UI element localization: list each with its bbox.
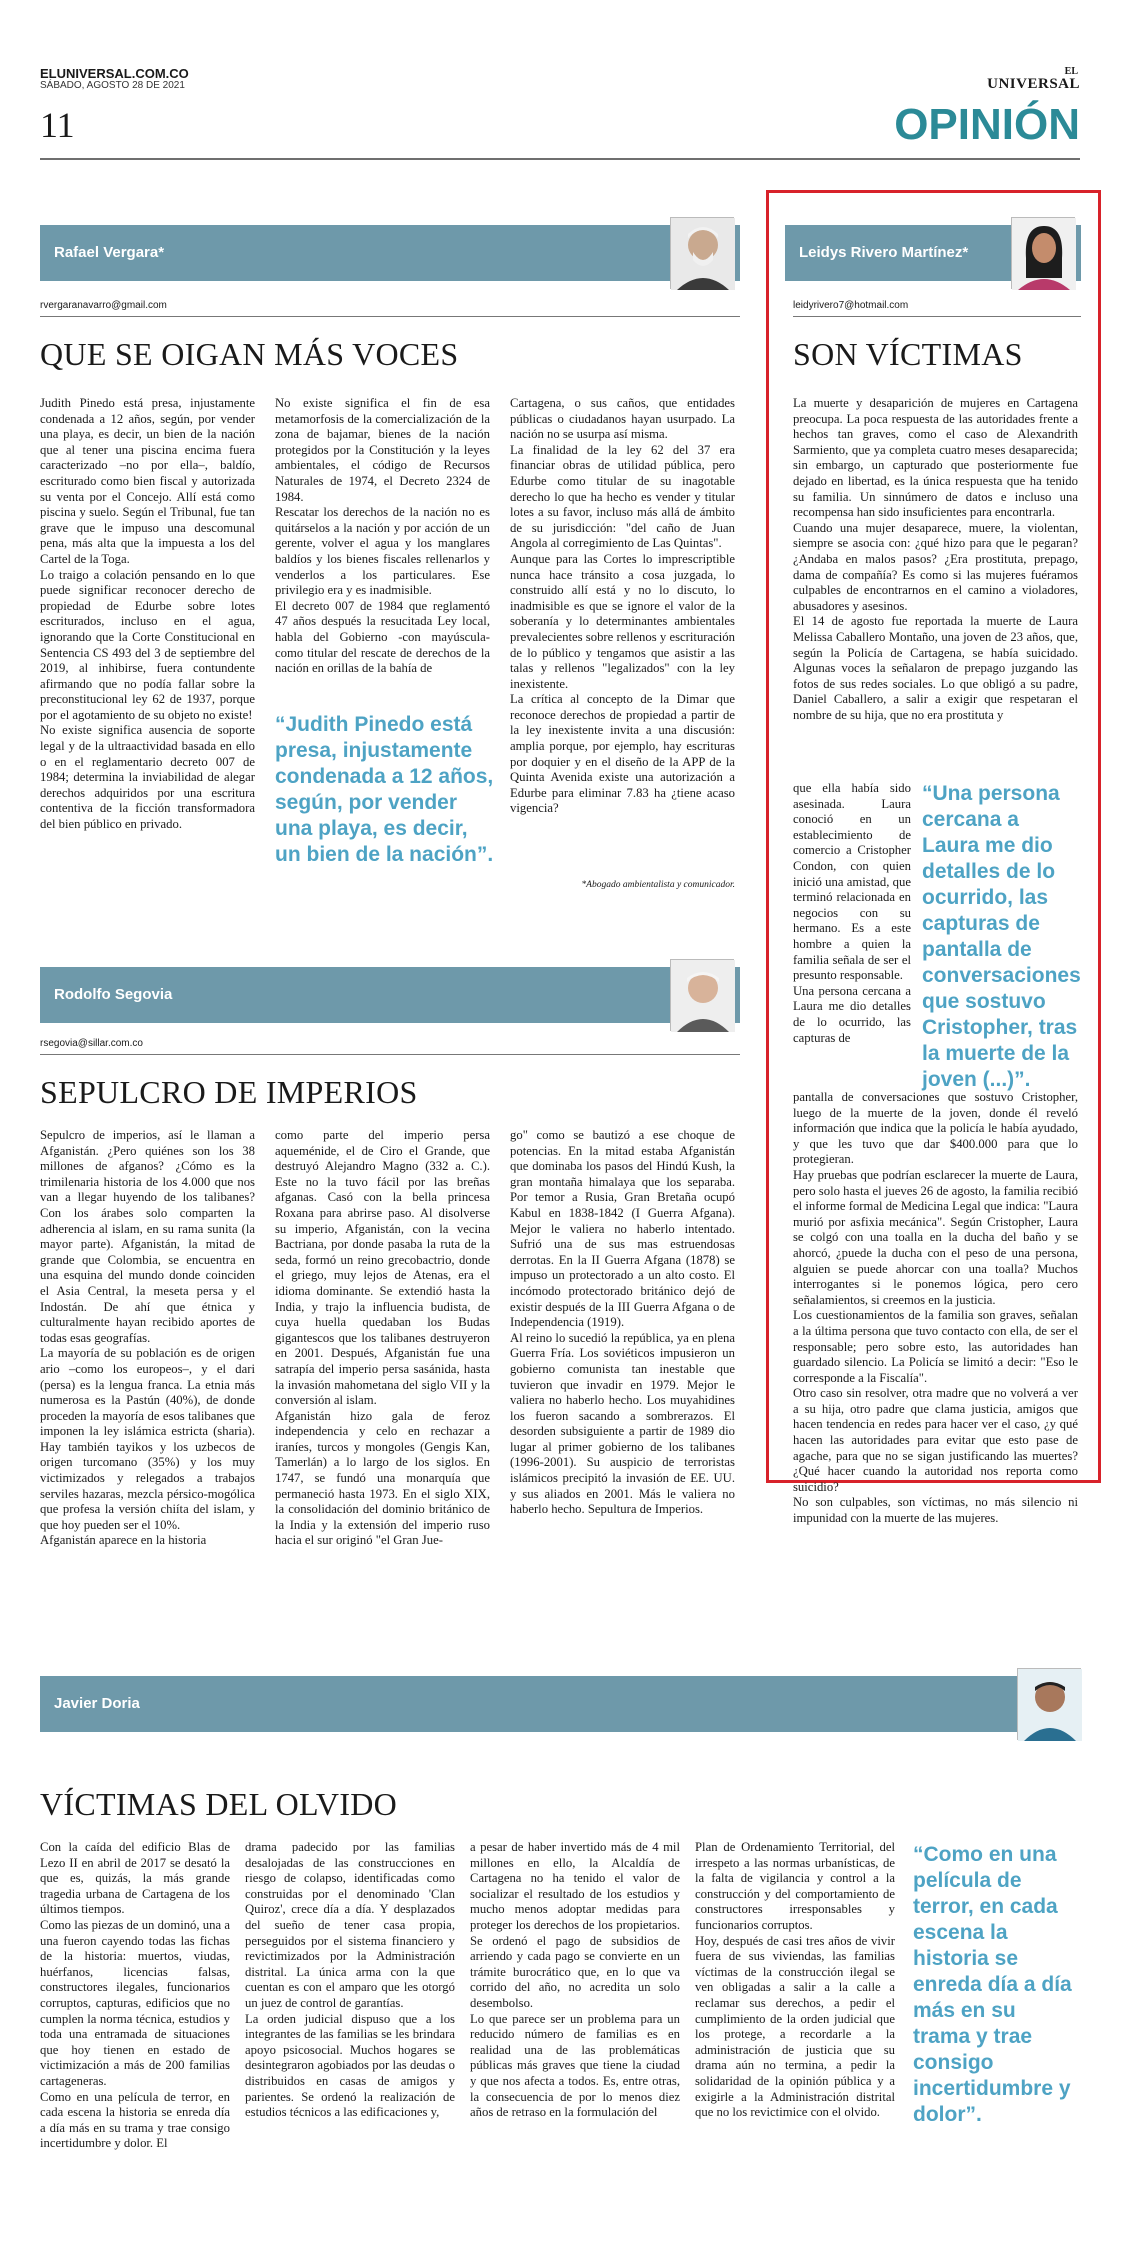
divider	[40, 1054, 740, 1055]
article-headline: VÍCTIMAS DEL OLVIDO	[40, 1786, 398, 1822]
article-column: Sepulcro de imperios, así le llaman a Afganistán. ¿Pero quiénes son los 38 millones de afganos? ¿Cómo es la trimilenaria historia de los 4.000 que nos van a llegar huyendo de los talibanes? Con los árabes solo comparten la adherencia al islam, en su rama sunita (la mayor parte). Afganistán, la mitad de grande que Colombia, se encuentra en una esquina del mundo donde coinciden el Asia Central, la meseta persa y el Indostán. De ahí que étnica y culturalmente hayan recibido aportes de todas esas geografías. La mayoría de su población es de origen ario –como los europeos–, y el dari (persa) es la lengua franca. La etnia más numerosa es la Pastún (40%), de donde proceden la mayoría de esos talibanes que imponen la ley islámica estricta (sharia). Hay también tayikos y los uzbecos de origen turcomano (35%) y los muy victimizados y relegados a trabajos serviles hazaras, mezcla pérsico-mogólica que profesa la versión chiíta del islam, y que hoy pueden ser el 10%. Afganistán aparece en la historia	[40, 1128, 255, 1548]
author-bar	[40, 967, 740, 1023]
author-credit: *Abogado ambientalista y comunicador.	[581, 880, 735, 890]
article-column: La muerte y desaparición de mujeres en Cartagena preocupa. La poca respuesta de las autoridades frente a hechos tan graves, como el caso de Alexandrith Sarmiento, que ya completa cuatro meses desaparecida; sin embargo, un capturado que posteriormente fue dejado en libertad, es la única respuesta que ha tenido su familia. Un sinnúmero de datos e incluso una recompensa han sido insuficientes para encontrarla. Cuando una mujer desaparece, muere, la violentan, siempre se asocia con: ¿qué hizo para que le pegaran? ¿Andaba en malos pasos? ¿Era prostituta, prepago, dama de compañía? Es como si las mujeres fuéramos culpables de encontrarnos en el camino a violadores, abusadores y asesinos. El 14 de agosto fue reportada la muerte de Laura Melissa Caballero Montaño, una joven de 23 años, que, según la Policía de Cartagena, se había suicidado. Algunas voces la señalaron de prepago juzgando las fotos de sus redes sociales. Lo que obligó a su padre, Daniel Caballero, a salir a exigir que respetaran el nombre de su hija, que no era prostituta y	[793, 396, 1078, 722]
masthead	[40, 60, 1080, 160]
author-bar	[40, 1676, 1081, 1732]
pull-quote: “Como en una película de terror, en cada escena la historia se enreda día a día más en su trama y trae consigo incertidumbre y dolor”.	[913, 1843, 1072, 2126]
logo-el: EL	[1064, 66, 1078, 77]
article-column: Judith Pinedo está presa, injustamente condenada a 12 años, según, por vender una playa, es decir, un bien de la nación que al tener una piscina encima fuera caracterizado –no por ella–, baldío, escriturado como bien fiscal y autorizada su venta por el Concejo. Allí está como piscina y suelo. Según el Tribunal, fue tan grave que le impuso una descomunal pena, más alta que la impuesta a los del Cartel de la Toga. Lo traigo a colación pensando en lo que puede significar reconocer derecho de propiedad de Edurbe sobre lotes escriturados, incluso en el agua, ignorando que la Corte Constitucional en Sentencia CS 493 del 3 de septiembre del 2019, al inhibirse, fuera contundente afirmando que no podía fallar sobre la preconstitucional ley 62 de 1937, porque por el agotamiento de su objeto no existe! No existe significa ausencia de soporte legal y de la ultraactividad basada en ello o en el reglamentario decreto 007 de 1984; determina la inviabilidad de alegar derechos adquiridos por una escritura contentiva de la ficción transformadora del bien público en privado.	[40, 396, 255, 832]
divider	[40, 316, 740, 317]
article-headline: SON VÍCTIMAS	[793, 336, 1023, 372]
author-bar	[40, 225, 740, 281]
article-column: Cartagena, o sus caños, que entidades públicas o ciudadanos hayan usurpado. La nación no se usurpa así misma. La finalidad de la ley 62 del 37 era financiar obras de utilidad pública, pero Edurbe como titular de su inagotable derecho lo que ha hecho es vender y titular lotes a su favor, incluso más allá de ámbito de su jurisdicción: "del caño de Juan Angola al corregimiento de Las Quintas". Aunque para las Cortes lo imprescriptible nunca hace tránsito a cosa juzgada, lo construido allí está y no lo discuto, lo inadmisible es que se ignore el valor de la soberanía y lo determinantes ambientales prevalecientes sobre rellenos y escrituración de lo público y tengamos que asistir a las talas y rellenos "legalizados" con la ley inexistente. La crítica al concepto de la Dimar que reconoce derechos de propiedad a partir de la ley inexistente invita a una discusión: amplia porque, por ejemplo, hay escrituras por doquier y en el diseño de la APP de la Quinta Avenida existe una autorización a Edurbe para eliminar 7.83 ha ¿tiene acaso vigencia?	[510, 396, 735, 816]
article-headline: SEPULCRO DE IMPERIOS	[40, 1074, 418, 1110]
author-photo	[1017, 1668, 1081, 1740]
author-name: Rodolfo Segovia	[54, 986, 173, 1003]
article-column: drama padecido por las familias desalojadas de las construcciones en riesgo de colapso, identificadas como construidas por el denominado 'Clan Quiroz', crece día a día. Y desplazados del sueño de tener casa propia, perseguidos por el sistema financiero y revictimizados por la Administración distrital. La única arma con la que cuentan es con el amparo que les otorgó un juez de control de garantías. La orden judicial dispuso que a los integrantes de las familias se les brindara apoyo psicosocial. Muchos hogares se desintegraron agobiados por las deudas o distribuidos en casas de amigos y parientes. Se ordenó la realización de estudios técnicos a las edificaciones y,	[245, 1840, 455, 2120]
author-name: Rafael Vergara*	[54, 244, 165, 261]
author-email: rvergaranavarro@gmail.com	[40, 300, 167, 311]
author-name: Javier Doria	[54, 1695, 140, 1712]
author-photo	[1011, 217, 1075, 289]
article-column: pantalla de conversaciones que sostuvo Cristopher, luego de la muerte de la joven, donde él reveló información que indica que la policía le había ayudado, y que les tuvo que dar $400.000 para que lo protegieran. Hay pruebas que podrían esclarecer la muerte de Laura, pero solo hasta el jueves 26 de agosto, la familia recibió el informe formal de Medicina Legal que indica: "Laura murió por asfixia mecánica". Según Cristopher, Laura se colgó con una toalla en la ducha del baño y se ahorcó, ¿puede la ducha con el peso de una persona, alguien se puede ahorcar con una toalla? Muchos interrogantes si le ponemos lógica, pero cero señalamientos, si creemos en la justicia. Los cuestionamientos de la familia son graves, señalan a la última persona que tuvo contacto con ella, de ser el responsable; pero sobre esto, las autoridades han guardado silencio. La Policía se limitó a decir: "Eso le corresponde a la Fiscalía". Otro caso sin resolver, otra madre que no volverá a ver a su hija, otro padre que clama justicia, amigos que hacen tendencia en redes para hacer ver el caso, ¿y qué hacen las autoridades para evitar que esto pase de agache, para que no se sigan justificando las muertes? ¿Qué hacer cuando la autoridad nos reporta como suicidio? No son culpables, son víctimas, no más silencio ni impunidad con la muerte de las mujeres.	[793, 1090, 1078, 1526]
article-column: que ella había sido asesinada. Laura conoció en un establecimiento de comercio a Cristopher Condon, con quien inició una amistad, que terminó relacionada en negocios con su hermano. Es a este hombre a quien la familia señala de ser el presunto responsable. Una persona cercana a Laura me dio detalles de lo ocurrido, las capturas de	[793, 781, 911, 1045]
article-column: Plan de Ordenamiento Territorial, del irrespeto a las normas urbanísticas, de la falta de vigilancia y control a la construcción y del comportamiento de constructores irresponsables y funcionarios corruptos. Hoy, después de casi tres años de vivir fuera de sus viviendas, las familias víctimas de la construcción ilegal se ven obligadas a salir a la calle a reclamar sus derechos, a pedir el cumplimiento de la orden judicial que los protege, a recordarle a la administración de justicia que su drama aún no termina, a pedir la solidaridad de la opinión pública y a exigirle a la Administración distrital que no los revictimice con el olvido.	[695, 1840, 895, 2120]
issue-date: SÁBADO, AGOSTO 28 DE 2021	[40, 80, 185, 91]
pull-quote: “Una persona cercana a Laura me dio detalles de lo ocurrido, las capturas de pantalla de conversaciones que sostuvo Cristopher, tras la muerte de la joven (...)”.	[922, 782, 1081, 1091]
author-photo	[670, 959, 734, 1031]
pull-quote: “Judith Pinedo está presa, injustamente condenada a 12 años, según, por vender una playa, es decir, un bien de la nación”.	[275, 713, 494, 866]
author-photo	[670, 217, 734, 289]
article-column: Con la caída del edificio Blas de Lezo II en abril de 2017 se desató la que es, quizás, la más grande tragedia urbana de Cartagena de los últimos tiempos. Como las piezas de un dominó, una a una fueron cayendo todas las fichas de la historia: muertos, viudas, huérfanos, licencias falsas, constructores ilegales, funcionarios corruptos, capturas, edificios que no cumplen la norma técnica, estudios y toda una entramada de situaciones que hoy tienen en estado de victimización a más de 200 familias cartageneras. Como en una película de terror, en cada escena la historia se enreda día a día más en su trama y trae consigo incertidumbre y dolor. El	[40, 1840, 230, 2151]
author-email: leidyrivero7@hotmail.com	[793, 300, 909, 311]
article-headline: QUE SE OIGAN MÁS VOCES	[40, 336, 459, 372]
article-column: a pesar de haber invertido más de 4 mil millones en ello, la Alcaldía de Cartagena no ha tenido el valor de socializar el resultado de los estudios y mucho menos adoptar medidas para proteger los derechos de los propietarios. Se ordenó el pago de subsidios de arriendo y cada pago se convierte en un trámite burocrático que, en lo que va corrido del año, no acredita un solo desembolso. Lo que parece ser un problema para un reducido número de familias es en realidad una de las problemáticas públicas más graves que tiene la ciudad y que nos afecta a todos. Es, entre otras, la consecuencia de por lo menos diez años de retraso en la formulación del	[470, 1840, 680, 2120]
newspaper-logo: UNIVERSAL	[987, 76, 1080, 92]
page-number: 11	[40, 105, 75, 145]
author-bar	[785, 225, 1081, 281]
article-column: como parte del imperio persa aqueménide, el de Ciro el Grande, que destruyó Alejandro Magno (332 a. C.). Este no la tuvo fácil por las breñas afganas. Casó con la bella princesa Roxana para abrirse paso. Al disolverse su imperio, Afganistán, con la vecina Bactriana, por donde pasaba la ruta de la seda, formó un reino grecobactrio, donde el griego, muy lejos de Atenas, era el idioma dominante. Se extendió hasta la India, y trajo la influencia budista, de cuya huella quedaban los Budas gigantescos que los talibanes destruyeron en 2001. Después, Afganistán fue una satrapía del imperio persa sasánida, hasta la invasión mahometana del siglo VII y la conversión al islam. Afganistán hizo gala de feroz independencia y celo en rechazar a iraníes, turcos y mongoles (Gengis Kan, Tamerlán) a lo largo de los siglos. En 1747, se fundó una monarquía que permaneció hasta 1973. En el siglo XIX, la consolidación del dominio británico de la India y la extensión del imperio ruso hacia el sur originó "el Gran Jue-	[275, 1128, 490, 1548]
section-title: OPINIÓN	[894, 100, 1080, 149]
author-name: Leidys Rivero Martínez*	[799, 244, 969, 261]
article-column: No existe significa el fin de esa metamorfosis de la comercialización de la zona de bajamar, bienes de la nación protegidos por la Constitución y la leyes ambientales, el código de Recursos Naturales de 1974, el Decreto 2324 de 1984. Rescatar los derechos de la nación no es quitárselos a la nación y por acción de un gerente, volver el agua y los manglares baldíos y los bienes fiscales rellenarlos y venderlos a los particulares. Ese privilegio era y es inadmisible. El decreto 007 de 1984 que reglamentó 47 años después la resucitada Ley local, habla del Gobierno -con mayúscula- como titular del rescate de derechos de la nación en orillas de la bahía de	[275, 396, 490, 676]
author-email: rsegovia@sillar.com.co	[40, 1038, 143, 1049]
site-name: ELUNIVERSAL.COM.CO	[40, 66, 189, 81]
article-column: go" como se bautizó a ese choque de potencias. En la mitad estaba Afganistán que dominaba los pasos del Hindú Kush, la gran montaña himalaya que los separaba. Por temor a Rusia, Gran Bretaña ocupó Kabul en 1838-1842 (I Guerra Afgana). Mejor le valiera no haberlo intentado. Sufrió una de sus mas estruendosas derrotas. En la II Guerra Afgana (1878) se impuso un protectorado a un alto costo. El incómodo protectorado británico dejó de existir después de la III Guerra Afgana o de Independencia (1919). Al reino lo sucedió la república, ya en plena Guerra Fría. Los soviéticos impusieron un gobierno comunista tan inestable que tuvieron que invadir en 1979. Mejor le valiera no haberlo hecho. Los muyahidines los fueron sacando a sombrerazos. El desorden subsiguiente a partir de 1989 dio lugar al primer gobierno de los talibanes (1996-2001). Su auspicio de terroristas islámicos precipitó la invasión de EE. UU. y sus aliados en 2001. Más le valiera no haberlo hecho. Sepultura de Imperios.	[510, 1128, 735, 1517]
masthead-rule	[40, 158, 1080, 160]
divider	[793, 316, 1081, 317]
